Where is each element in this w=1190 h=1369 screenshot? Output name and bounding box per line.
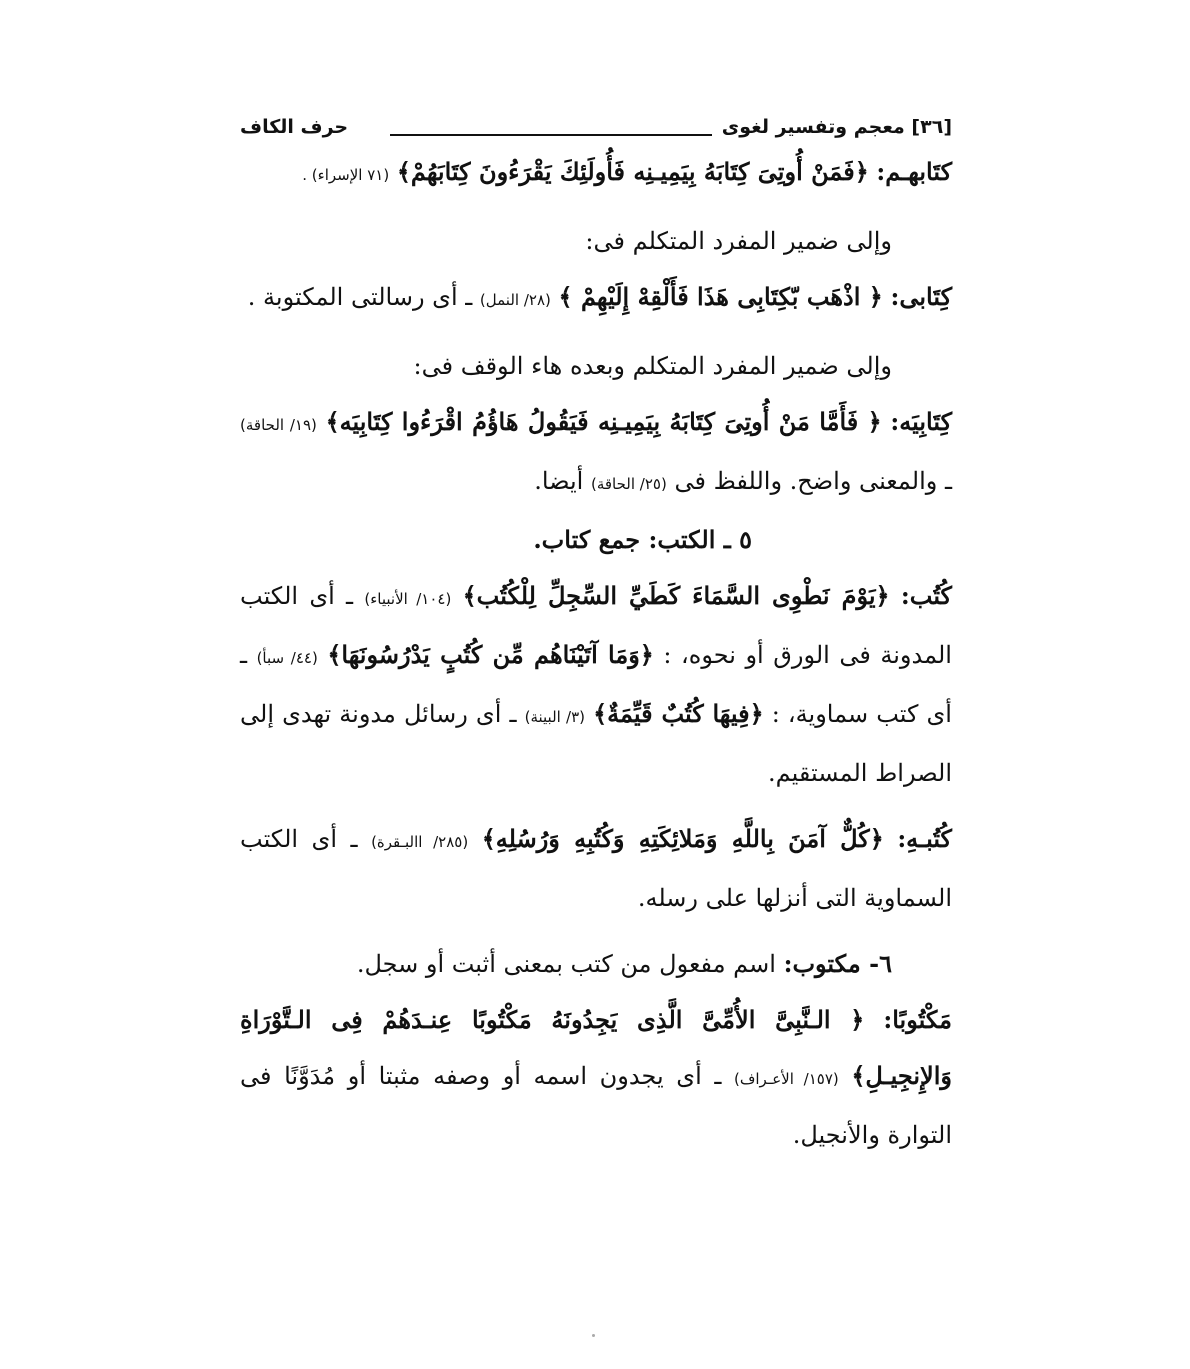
explanation-text: ـ أى الكتب السماوية التى أنزلها على رسله. (240, 825, 952, 912)
section-heading-maktub (240, 936, 952, 992)
entry-keyword: ٦- مكتوب: (783, 949, 892, 978)
entry-kutub (240, 568, 952, 801)
explanation-text: ـ أى رسالتى المكتوبة . (247, 283, 473, 311)
entry-keyword: كُتُبـهِ: (897, 824, 952, 853)
scan-speck (592, 1334, 595, 1337)
entry-maktuban (240, 992, 952, 1163)
verse-reference: (٣/ البينة) (524, 708, 586, 726)
verse-reference: (١٠٤/ الأنبياء) (364, 590, 452, 608)
verse-reference: (٧١ الإسراء) . (302, 166, 390, 184)
page-number-title: [٣٦] معجم وتفسير لغوى (721, 116, 952, 138)
quran-verse: ﴿يَوْمَ نَطْوِى السَّمَاءَ كَطَيِّ السِّجِلِّ لِلْكُتُب﴾ (462, 581, 890, 610)
entry-keyword: كِتَابى: (890, 282, 952, 311)
entry-keyword: كُتُب: (900, 581, 952, 610)
quran-verse: ﴿ الـنَّبِىَّ الأُمِّىَّ الَّذِى يَجِدُونَهُ مَكْتُوبًا عِنـدَهُمْ فِى الـتَّوْرَاةِ وَالإِنجِيـلِ﴾ (240, 1005, 952, 1090)
page (240, 110, 952, 1290)
verse-reference: (٢٥/ الحاقة) (590, 475, 667, 493)
quran-verse: ﴿فَمَنْ أُوتِىَ كِتَابَهُ بِيَمِيـنِه فَأُولَئِكَ يَقْرَءُونَ كِتَابَهُمْ﴾ (396, 157, 869, 186)
paragraph-intro: وإلى ضمير المفرد المتكلم فى: (585, 227, 892, 255)
explanation-text: ـ أى كتب سماوية، : (240, 641, 952, 728)
entry-kitabahum (240, 144, 952, 203)
quran-verse: ﴿ اذْهَب بّكِتَابِى هَذَا فَأَلْقِهْ إِلَيْهِمْ ﴾ (558, 282, 883, 311)
quran-verse: ﴿كُلٌّ آمَنَ بِاللَّهِ وَمَلائِكَتِهِ وَكُتُبِهِ وَرُسُلِهِ﴾ (481, 824, 884, 853)
quran-verse: ﴿ فَأَمَّا مَنْ أُوتِىَ كِتَابَهُ بِيَمِيـنِه فَيَقُولُ هَاؤُمُ اقْرَءُوا كِتَابِيَه﴾ (325, 407, 882, 436)
verse-reference: (٤٤/ سبأ) (256, 649, 318, 667)
paragraph-intro: وإلى ضمير المفرد المتكلم وبعده هاء الوقف فى: (413, 352, 892, 380)
header-rule (390, 134, 712, 136)
entry-keyword: كتَابهـم: (876, 157, 952, 186)
verse-reference: (٢٨/ النمل) (479, 291, 551, 309)
verse-reference: (٢٨٥/ االبـقرة) (371, 833, 469, 851)
explanation-text: اسم مفعول من كتب بمعنى أثبت أو سجل. (356, 950, 776, 978)
explanation-text: ـ أى رسائل مدونة تهدى إلى الصراط المستقيم. (240, 700, 952, 787)
verse-reference: (١٥٧/ الأعـراف) (733, 1070, 839, 1088)
section-heading: ٥ ـ الكتب: جمع كتاب. (533, 525, 752, 554)
entry-kitabiyah (240, 394, 952, 512)
explanation-text: أيضا. (534, 467, 584, 495)
quran-verse: ﴿وَمَا آتَيْنَاهُم مِّن كُتُبٍ يَدْرُسُونَهَا﴾ (327, 640, 654, 669)
entry-kitabi (240, 269, 952, 328)
entry-keyword: كِتَابِيَه: (890, 407, 952, 436)
chapter-title: حرف الكاف (240, 116, 349, 138)
explanation-text: ـ أى الكتب المدونة فى الورق أو نحوه، : (240, 582, 952, 669)
page-header (240, 110, 952, 144)
quran-verse: ﴿فِيهَا كُتُبٌ قَيِّمَةٌ﴾ (593, 699, 764, 728)
explanation-text: ـ أى يجدون اسمه أو وصفه مثبتا أو مُدَوَّنًا فى التوارة والأنجيل. (240, 1062, 952, 1149)
entry-kutubihi (240, 811, 952, 926)
entry-keyword: مَكْتُوبًا: (883, 1005, 952, 1034)
verse-reference: (١٩/ الحاقة) (240, 416, 317, 434)
explanation-text: ـ والمعنى واضح. واللفظ فى (674, 467, 952, 495)
page-body (240, 144, 952, 1163)
